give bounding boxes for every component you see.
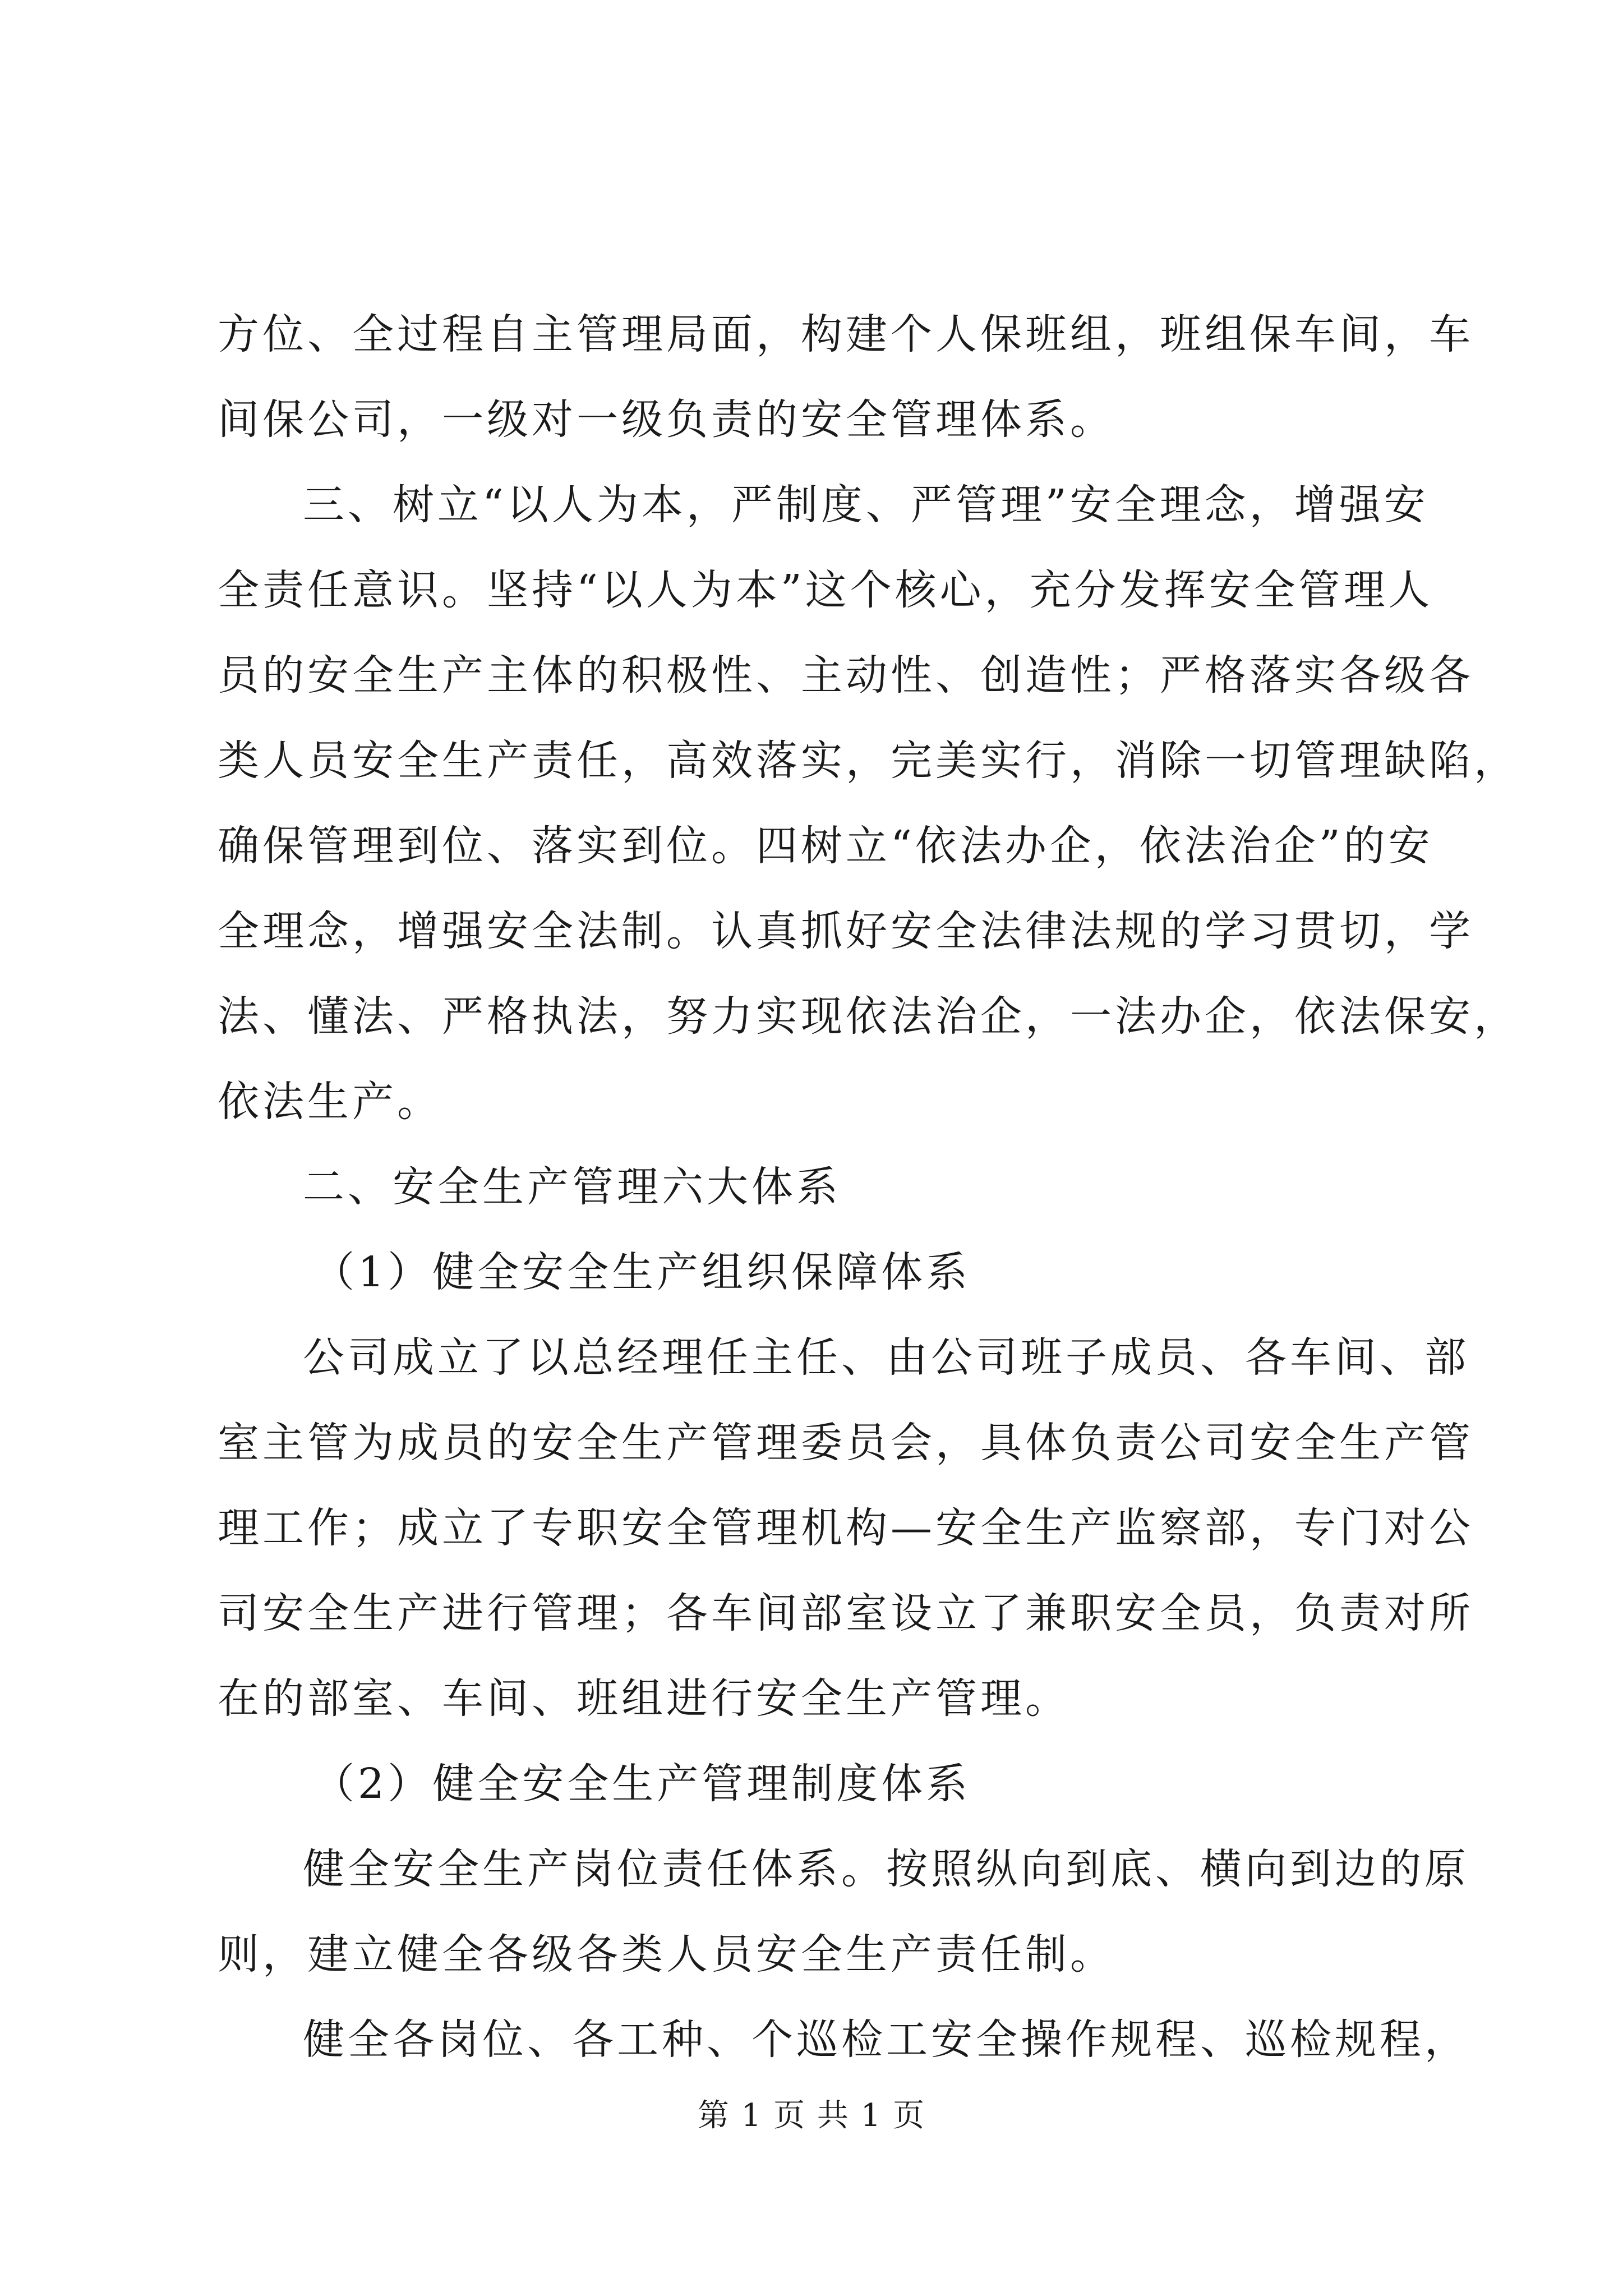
page-number-footer: 第 1 页 共 1 页 [697,2097,926,2134]
text-line: 理工作；成立了专职安全管理机构—安全生产监察部，专门对公 [218,1504,1474,1552]
section-heading: 二、安全生产管理六大体系 [303,1163,841,1211]
text-line: 类人员安全生产责任，高效落实，完美实行，消除一切管理缺陷， [218,737,1519,785]
text-line: 则，建立健全各级各类人员安全生产责任制。 [218,1930,1115,1978]
text-line: 司安全生产进行管理；各车间部室设立了兼职安全员，负责对所 [218,1589,1474,1637]
text-line: 室主管为成员的安全生产管理委员会，具体负责公司安全生产管 [218,1419,1474,1467]
text-line: 依法生产。 [218,1078,442,1126]
text-line: 确保管理到位、落实到位。四树立“依法办企，依法治企”的安 [218,822,1433,870]
text-line: 法、懂法、严格执法，努力实现依法治企，一法办企，依法保安， [218,992,1519,1041]
text-line: 间保公司，一级对一级负责的安全管理体系。 [218,395,1115,444]
document-body [218,292,1519,2082]
paragraph-start-line: 健全各岗位、各工种、个巡检工安全操作规程、巡检规程， [303,2016,1469,2064]
text-line: 方位、全过程自主管理局面，构建个人保班组，班组保车间，车 [218,310,1474,358]
paragraph-start-line: 三、树立“以人为本，严制度、严管理”安全理念，增强安 [303,481,1429,529]
subsection-heading: （1）健全安全生产组织保障体系 [313,1248,971,1296]
text-line: 全责任意识。坚持“以人为本”这个核心，充分发挥安全管理人 [218,566,1433,614]
text-line: 在的部室、车间、班组进行安全生产管理。 [218,1674,1070,1723]
text-line: 员的安全生产主体的积极性、主动性、创造性；严格落实各级各 [218,651,1474,700]
paragraph-start-line: 健全安全生产岗位责任体系。按照纵向到底、横向到边的原 [303,1845,1469,1893]
paragraph-start-line: 公司成立了以总经理任主任、由公司班子成员、各车间、部 [303,1333,1469,1382]
subsection-heading: （2）健全安全生产管理制度体系 [313,1760,971,1808]
text-line: 全理念，增强安全法制。认真抓好安全法律法规的学习贯切，学 [218,907,1474,955]
